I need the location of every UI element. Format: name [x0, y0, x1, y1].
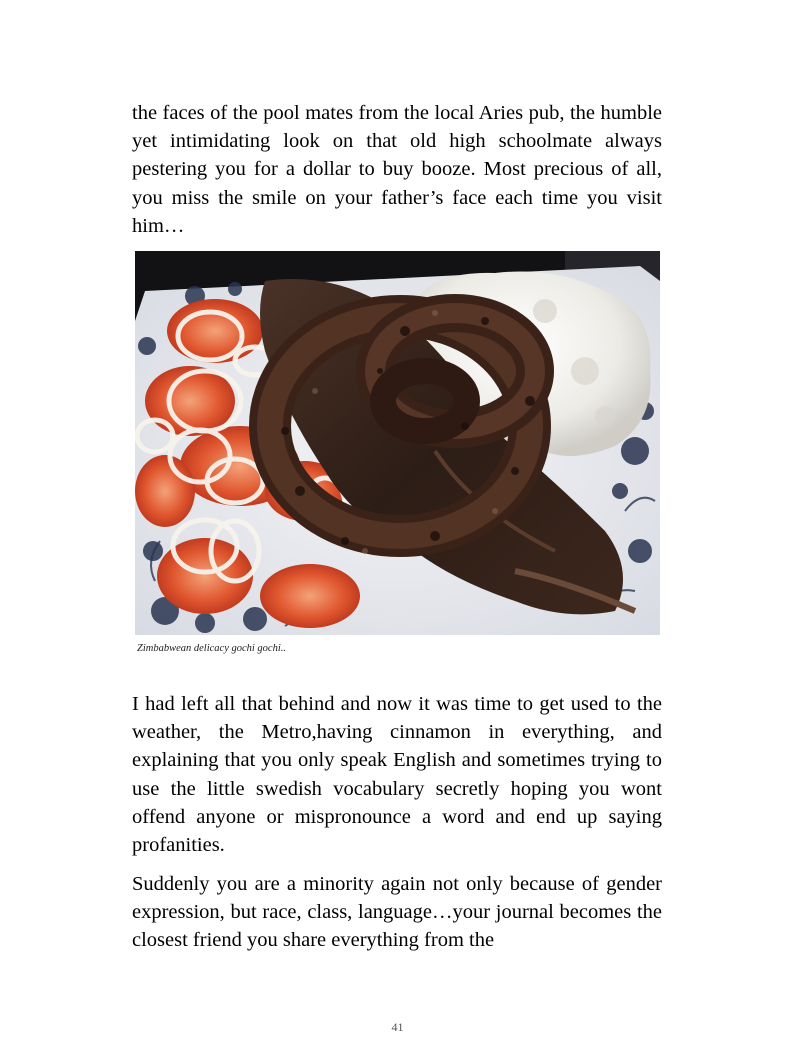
body-paragraph-2: I had left all that behind and now it was time to get used to the weather, the Metro,having cinnamon in everything, and explaining that you only speak English and sometimes trying to use the little swedish vocabulary secretly hoping you wont offend anyone or mispronounce a word and end up saying profanities.: [132, 693, 662, 857]
photo-caption: Zimbabwean delicacy gochi gochi..: [137, 643, 287, 654]
food-photo: [135, 251, 660, 635]
page-number: 41: [391, 1020, 404, 1034]
body-paragraph-1: the faces of the pool mates from the local Aries pub, the humble yet intimidating look on that old high schoolmate always pestering you for a dollar to buy booze. Most precious of all, you miss the smile on your father’s face each time you visit him…: [132, 102, 662, 237]
body-paragraph-3: Suddenly you are a minority again not only because of gender expression, but race, class, language…your journal becomes the closest friend you share everything from the: [132, 873, 662, 952]
food-photo-drawing: [135, 251, 660, 635]
